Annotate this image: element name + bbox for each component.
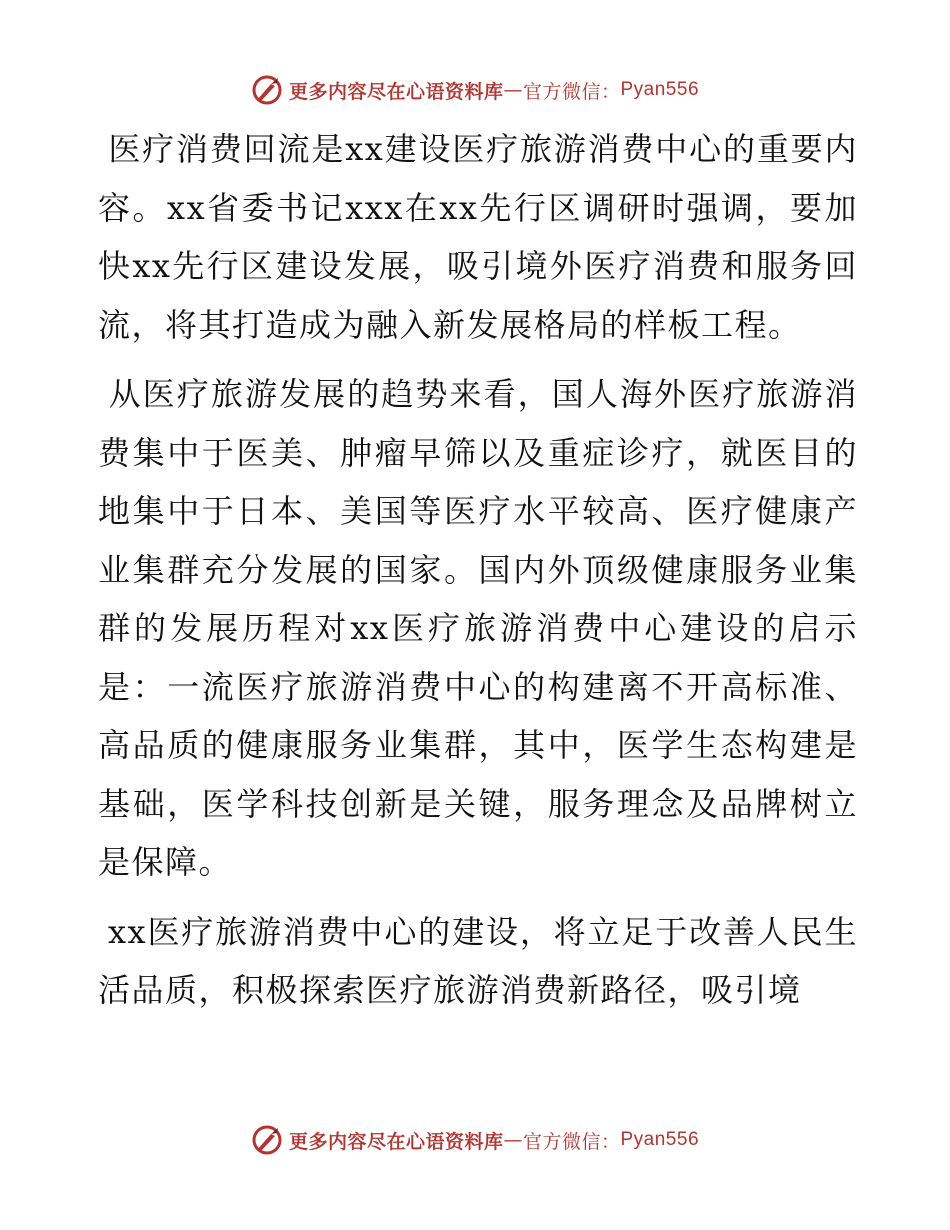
quill-pen-icon — [251, 74, 283, 106]
quill-pen-icon — [251, 1124, 283, 1156]
paragraph-2-text: 从医疗旅游发展的趋势来看，国人海外医疗旅游消费集中于医美、肿瘤早筛以及重症诊疗，就医目的地集中于日本、美国等医疗水平较高、医疗健康产业集群充分发展的国家。国内外顶级健康服务业集群的发展历程对xx医疗旅游消费中心建设的启示是：一流医疗旅游消费中心的构建离不开高标准、高品质的健康服务业集群，其中，医学生态构建是基础，医学科技创新是关键，服务理念及品牌树立是保障。 — [98, 375, 858, 881]
official-wechat-label: 官方微信： — [522, 80, 621, 103]
header-banner — [0, 70, 950, 110]
document-body — [98, 120, 858, 1031]
official-wechat-label: 官方微信： — [522, 1130, 621, 1153]
footer-banner — [0, 1120, 950, 1160]
site-name-text: 更多内容尽在心语资料库 — [288, 1130, 504, 1153]
wechat-id-text: Pyan556 — [620, 1129, 700, 1150]
paragraph-1-text: 医疗消费回流是xx建设医疗旅游消费中心的重要内容。xx省委书记xxx在xx先行区调研时强调，要加快xx先行区建设发展，吸引境外医疗消费和服务回流，将其打造成为融入新发展格局的样板工程。 — [98, 130, 858, 344]
banner-dash: — — [503, 1129, 523, 1151]
paragraph-1 — [98, 120, 858, 354]
paragraph-3 — [98, 903, 858, 1020]
paragraph-2 — [98, 365, 858, 892]
site-name-text: 更多内容尽在心语资料库 — [288, 80, 504, 103]
wechat-id-text: Pyan556 — [620, 79, 700, 100]
paragraph-3-text: xx医疗旅游消费中心的建设，将立足于改善人民生活品质，积极探索医疗旅游消费新路径，吸引境 — [98, 912, 858, 1009]
banner-dash: — — [503, 79, 523, 101]
